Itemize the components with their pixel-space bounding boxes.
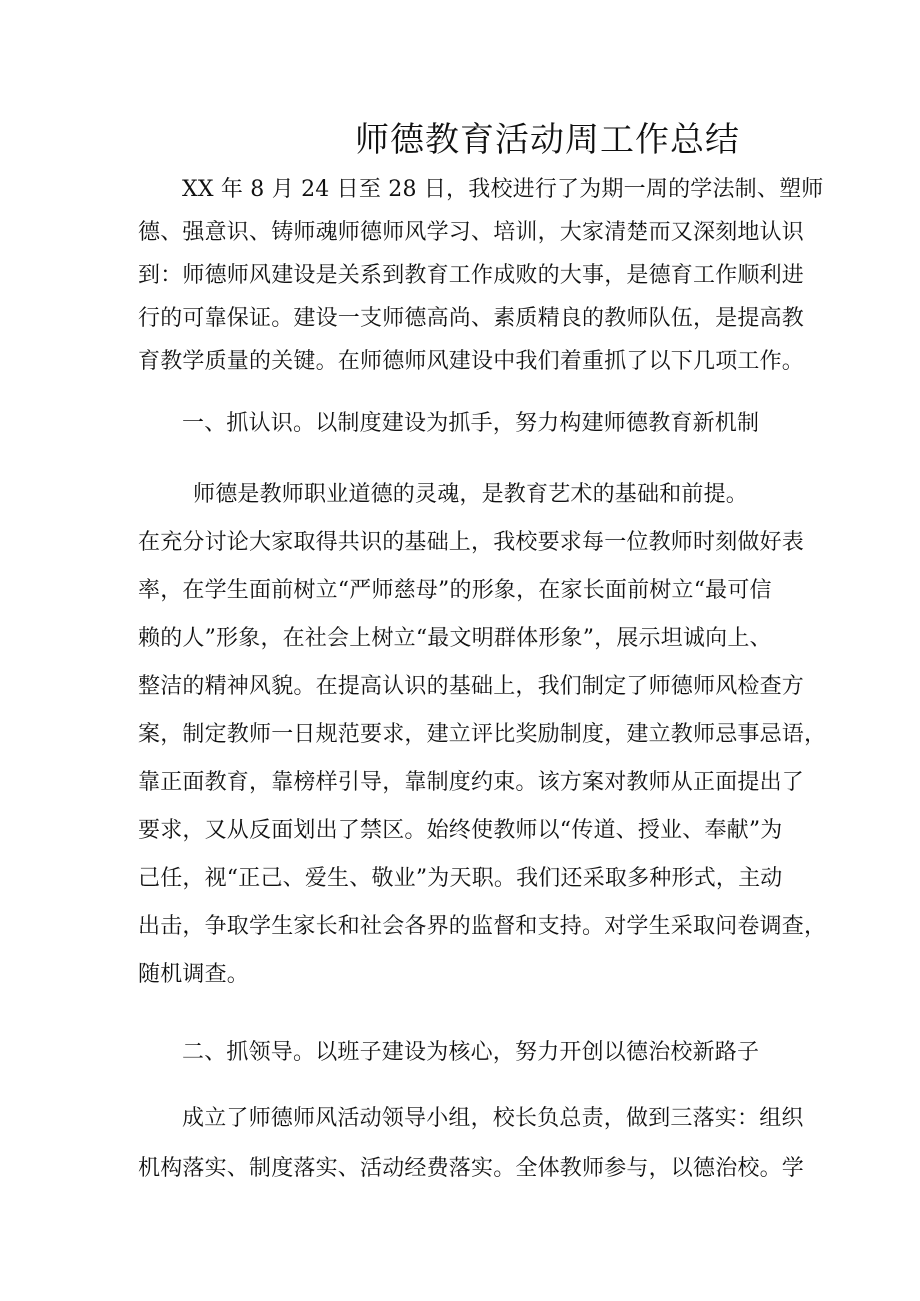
paragraph-line: 要求，又从反面划出了禁区。始终使教师以“传道、授业、奉献”为	[138, 818, 783, 843]
paragraph-line: 德、强意识、铸师魂师德师风学习、培训，大家清楚而又深刻地认识	[138, 220, 805, 245]
paragraph-line: 成立了师德师风活动领导小组，校长负总责，做到三落实：组织	[182, 1106, 804, 1131]
paragraph-line: 出击，争取学生家长和社会各界的监督和支持。对学生采取问卷调查，	[138, 914, 827, 939]
paragraph-line: XX 年 8 月 24 日至 28 日，我校进行了为期一周的学法制、塑师	[182, 177, 824, 202]
paragraph-line: 赖的人”形象，在社会上树立“最文明群体形象”，展示坦诚向上、	[138, 626, 772, 651]
paragraph-line: 在充分讨论大家取得共识的基础上，我校要求每一位教师时刻做好表	[138, 530, 805, 555]
document-title: 师德教育活动周工作总结	[355, 120, 740, 160]
paragraph-line: 育教学质量的关键。在师德师风建设中我们着重抓了以下几项工作。	[138, 349, 805, 374]
paragraph-line: 己任，视“正己、爱生、敬业”为天职。我们还采取多种形式，主动	[138, 866, 783, 891]
paragraph-line: 行的可靠保证。建设一支师德高尚、素质精良的教师队伍，是提高教	[138, 306, 805, 331]
section-heading: 二、抓领导。以班子建设为核心，努力开创以德治校新路子	[182, 1040, 760, 1065]
paragraph-line: 靠正面教育，靠榜样引导，靠制度约束。该方案对教师从正面提出了	[138, 770, 805, 795]
paragraph-line: 案，制定教师一日规范要求，建立评比奖励制度，建立教师忌事忌语，	[138, 722, 827, 747]
paragraph-line: 机构落实、制度落实、活动经费落实。全体教师参与，以德治校。学	[138, 1156, 805, 1181]
paragraph-line: 率，在学生面前树立“严师慈母”的形象，在家长面前树立“最可信	[138, 578, 772, 603]
paragraph-line: 随机调查。	[138, 962, 250, 987]
paragraph-line: 到：师德师风建设是关系到教育工作成败的大事，是德育工作顺利进	[138, 263, 805, 288]
paragraph-line: 整洁的精神风貌。在提高认识的基础上，我们制定了师德师风检查方	[138, 674, 805, 699]
paragraph-line: 师德是教师职业道德的灵魂，是教育艺术的基础和前提。	[193, 482, 749, 507]
section-heading: 一、抓认识。以制度建设为抓手，努力构建师德教育新机制	[182, 411, 760, 436]
